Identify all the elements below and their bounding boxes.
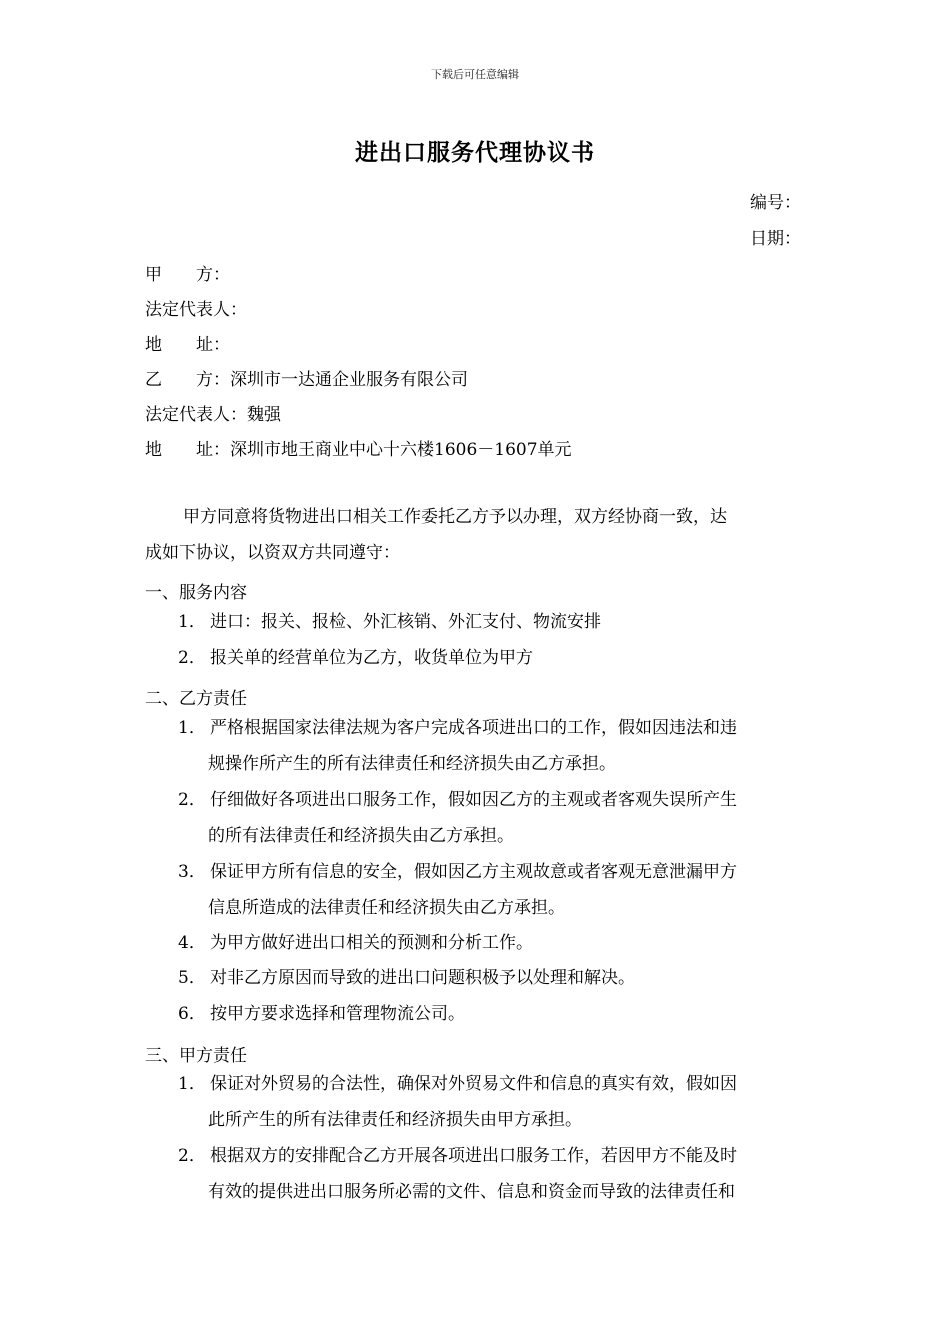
section-1-item — [178, 604, 806, 640]
item-continuation: 此所产生的所有法律责任和经济损失由甲方承担。 — [208, 1110, 582, 1130]
section-2-heading: 二、乙方责任 — [145, 689, 247, 709]
intro-paragraph — [145, 499, 805, 571]
item-text: 保证对外贸易的合法性，确保对外贸易文件和信息的真实有效，假如因 — [210, 1074, 737, 1094]
item-number: 5． — [178, 968, 206, 988]
item-number: 6． — [178, 1004, 206, 1024]
section-1-item — [178, 640, 806, 676]
section-3-heading: 三、甲方责任 — [145, 1046, 247, 1066]
item-text: 为甲方做好进出口相关的预测和分析工作。 — [210, 933, 533, 953]
party-b-address: 地 址：深圳市地王商业中心十六楼1606－1607单元 — [145, 440, 572, 460]
item-number: 1． — [178, 1074, 206, 1094]
item-number: 2． — [178, 648, 206, 668]
item-text: 根据双方的安排配合乙方开展各项进出口服务工作，若因甲方不能及时 — [210, 1146, 737, 1166]
party-a-label: 甲 方： — [145, 265, 230, 285]
item-continuation: 规操作所产生的所有法律责任和经济损失由乙方承担。 — [208, 754, 616, 774]
item-continuation: 的所有法律责任和经济损失由乙方承担。 — [208, 826, 514, 846]
item-continuation: 信息所造成的法律责任和经济损失由乙方承担。 — [208, 898, 565, 918]
section-1-heading: 一、服务内容 — [145, 583, 247, 603]
section-3-item — [178, 1066, 806, 1138]
item-text: 保证甲方所有信息的安全，假如因乙方主观故意或者客观无意泄漏甲方 — [210, 862, 737, 882]
section-2-item — [178, 925, 806, 961]
item-number: 1． — [178, 612, 206, 632]
item-number: 2． — [178, 1146, 206, 1166]
section-2-item — [178, 710, 806, 782]
document-title: 进出口服务代理协议书 — [355, 139, 595, 166]
intro-line-1: 甲方同意将货物进出口相关工作委托乙方予以办理，双方经协商一致，达 — [183, 507, 727, 527]
party-a-representative: 法定代表人： — [145, 300, 247, 320]
item-text: 按甲方要求选择和管理物流公司。 — [210, 1004, 465, 1024]
section-3-item — [178, 1138, 806, 1210]
date-label: 日期： — [750, 229, 801, 249]
item-continuation: 有效的提供进出口服务所必需的文件、信息和资金而导致的法律责任和 — [208, 1182, 735, 1202]
item-number: 2． — [178, 790, 206, 810]
item-number: 1． — [178, 718, 206, 738]
party-a-address: 地 址： — [145, 335, 230, 355]
item-text: 报关单的经营单位为乙方，收货单位为甲方 — [210, 648, 533, 668]
item-text: 仔细做好各项进出口服务工作，假如因乙方的主观或者客观失误所产生 — [210, 790, 737, 810]
section-2-item — [178, 782, 806, 854]
item-text: 严格根据国家法律法规为客户完成各项进出口的工作，假如因违法和违 — [210, 718, 737, 738]
number-label: 编号： — [750, 193, 801, 213]
item-text: 进口：报关、报检、外汇核销、外汇支付、物流安排 — [210, 612, 601, 632]
party-b-representative: 法定代表人：魏强 — [145, 405, 281, 425]
section-2-item — [178, 854, 806, 926]
item-text: 对非乙方原因而导致的进出口问题积极予以处理和解决。 — [210, 968, 635, 988]
section-2-item — [178, 960, 806, 996]
item-number: 4． — [178, 933, 206, 953]
party-b-label: 乙 方：深圳市一达通企业服务有限公司 — [145, 370, 468, 390]
header-note: 下载后可任意编辑 — [431, 68, 519, 81]
intro-line-2: 成如下协议，以资双方共同遵守： — [145, 543, 400, 563]
section-2-item — [178, 996, 806, 1032]
item-number: 3． — [178, 862, 206, 882]
